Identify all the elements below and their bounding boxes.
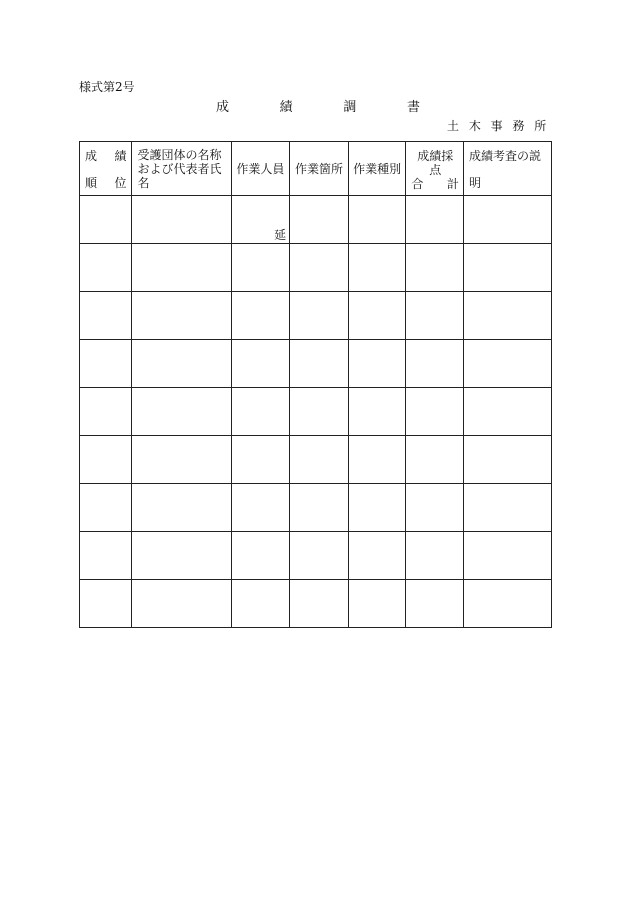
cell-rank[interactable] [80, 484, 132, 532]
cell-score[interactable] [406, 436, 464, 484]
cell-explain[interactable] [464, 436, 552, 484]
cell-workers[interactable] [231, 340, 290, 388]
title-char: 成 [216, 100, 230, 115]
cell-rank[interactable] [80, 580, 132, 628]
cell-group[interactable] [131, 244, 231, 292]
cell-group[interactable] [131, 436, 231, 484]
cell-location[interactable] [290, 244, 349, 292]
header-score-label: 成績採点 [417, 149, 454, 177]
cell-score[interactable] [406, 292, 464, 340]
form-number: 様式第2号 [79, 80, 135, 94]
header-rank-char: 順 [85, 176, 98, 190]
cell-score[interactable] [406, 532, 464, 580]
cell-type[interactable] [348, 436, 406, 484]
cell-location[interactable] [290, 532, 349, 580]
results-table [79, 141, 552, 628]
cell-rank[interactable] [80, 196, 132, 244]
cell-type[interactable] [348, 388, 406, 436]
cell-rank[interactable] [80, 532, 132, 580]
cell-group[interactable] [131, 532, 231, 580]
title-char: 績 [279, 100, 293, 115]
cell-explain[interactable] [464, 388, 552, 436]
cell-rank[interactable] [80, 292, 132, 340]
cell-location[interactable] [290, 388, 349, 436]
cell-location[interactable] [290, 580, 349, 628]
header-group [131, 142, 231, 196]
cell-workers[interactable] [231, 484, 290, 532]
header-location-label: 作業箇所 [294, 161, 343, 176]
cell-type[interactable] [348, 340, 406, 388]
header-explain-label: 明 [469, 176, 482, 190]
cell-workers[interactable] [231, 532, 290, 580]
header-score-char: 合 [411, 177, 424, 191]
cell-score[interactable] [406, 340, 464, 388]
cell-location[interactable] [290, 340, 349, 388]
cell-type[interactable] [348, 244, 406, 292]
office-name: 土 木 事 務 所 [447, 119, 550, 133]
cell-type[interactable] [348, 292, 406, 340]
table-row [80, 532, 552, 580]
table-row [80, 292, 552, 340]
cell-explain[interactable] [464, 244, 552, 292]
table-row [80, 484, 552, 532]
cell-explain[interactable] [464, 532, 552, 580]
cell-explain[interactable] [464, 340, 552, 388]
document-title [216, 100, 420, 115]
header-rank-char: 成 [85, 149, 98, 163]
header-row [80, 142, 552, 196]
header-workers-label: 作業人員 [236, 161, 285, 176]
header-rank-char: 績 [114, 149, 127, 163]
cell-explain[interactable] [464, 292, 552, 340]
cell-score[interactable] [406, 196, 464, 244]
cell-rank[interactable] [80, 244, 132, 292]
cell-workers[interactable] [231, 244, 290, 292]
cell-group[interactable] [131, 484, 231, 532]
cell-rank[interactable] [80, 436, 132, 484]
cell-workers[interactable] [231, 292, 290, 340]
table-row [80, 340, 552, 388]
title-char: 調 [343, 100, 357, 115]
cell-explain[interactable] [464, 484, 552, 532]
header-score [406, 142, 464, 196]
cell-group[interactable] [131, 388, 231, 436]
header-score-char: 計 [447, 177, 460, 191]
cell-workers[interactable] [231, 388, 290, 436]
header-type-label: 作業種別 [353, 161, 402, 176]
table-row [80, 196, 552, 244]
cell-explain[interactable] [464, 580, 552, 628]
cell-group[interactable] [131, 580, 231, 628]
cell-type[interactable] [348, 484, 406, 532]
cell-workers[interactable] [231, 436, 290, 484]
title-char: 書 [406, 100, 420, 115]
header-workers [231, 142, 290, 196]
header-explain [464, 142, 552, 196]
table-row [80, 388, 552, 436]
cell-rank[interactable] [80, 388, 132, 436]
cell-explain[interactable] [464, 196, 552, 244]
cell-group[interactable] [131, 340, 231, 388]
header-type [348, 142, 406, 196]
cell-workers[interactable] [231, 580, 290, 628]
cell-score[interactable] [406, 388, 464, 436]
table-row [80, 244, 552, 292]
cell-workers[interactable] [231, 196, 290, 244]
cell-score[interactable] [406, 580, 464, 628]
header-group-label: 受護団体の名称および代表者氏名 [137, 148, 222, 190]
cell-location[interactable] [290, 292, 349, 340]
cell-group[interactable] [131, 292, 231, 340]
cell-location[interactable] [290, 484, 349, 532]
table-row [80, 580, 552, 628]
cell-location[interactable] [290, 436, 349, 484]
cell-location[interactable] [290, 196, 349, 244]
header-explain-label: 成績考査の説 [469, 149, 542, 163]
cell-type[interactable] [348, 580, 406, 628]
cell-type[interactable] [348, 196, 406, 244]
header-location [290, 142, 349, 196]
cell-type[interactable] [348, 532, 406, 580]
cell-score[interactable] [406, 244, 464, 292]
table-row [80, 436, 552, 484]
cell-score[interactable] [406, 484, 464, 532]
cell-rank[interactable] [80, 340, 132, 388]
cell-group[interactable] [131, 196, 231, 244]
header-rank-char: 位 [114, 176, 127, 190]
header-rank [80, 142, 132, 196]
workers-note: 延 [274, 228, 287, 242]
